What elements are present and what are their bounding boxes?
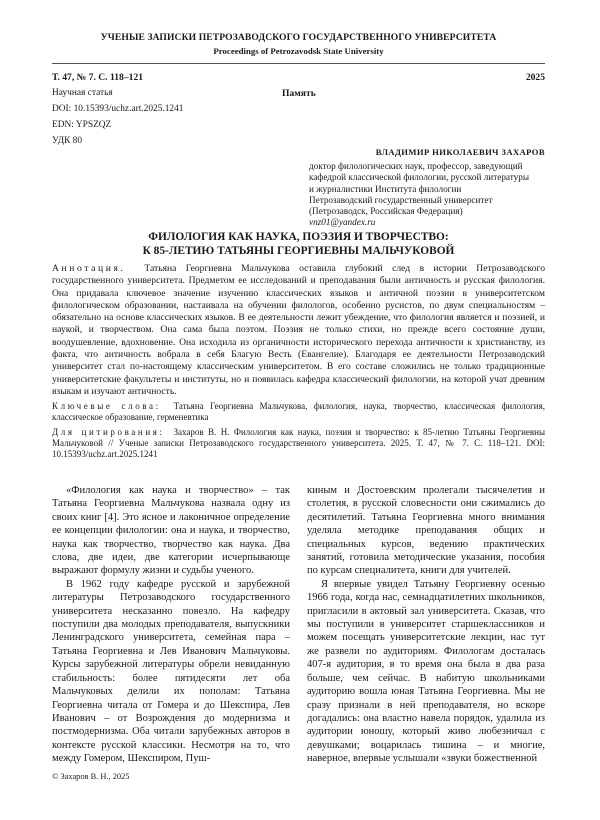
affiliation-line: кафедрой классической филологии, русской литературы <box>309 172 530 183</box>
affiliation-line: (Петрозаводск, Российская Федерация) <box>309 206 463 217</box>
header-divider <box>52 63 545 64</box>
keywords-label: Ключевые слова: <box>52 401 161 412</box>
affiliation-line: доктор филологических наук, профессор, заведующий <box>309 161 523 171</box>
affiliation-line: и журналистики Института филологии <box>309 183 462 194</box>
author-affiliation <box>309 161 549 229</box>
keywords <box>52 401 545 423</box>
article-type: Научная статья <box>52 88 113 98</box>
author-email[interactable]: vnz01@yandex.ru <box>309 217 376 228</box>
body-column-left <box>52 484 290 766</box>
article-title <box>52 231 545 258</box>
citation-text: Захаров В. Н. Филология как наука, поэзия и творчество: к 85-летию Татьяны Георгиевны Мальчуковой // Ученые записки Петрозаводского государственного университета. 2025. Т. 47, № 7. С. 118–121. DOI: 10.15393/uchz.art.2025.1241 <box>52 427 546 460</box>
copyright: © Захаров В. Н., 2025 <box>52 772 130 781</box>
abstract-block <box>52 263 545 460</box>
body-paragraph: В 1962 году кафедре русской и зарубежной литературы Петрозаводского государственного университета несказанно повезло. На кафедру поступили два молодых преподавателя, выпускники Ленинградского университета, семейная пара – Татьяна Георгиевна и Лев Иванович Мальчуковы. Курсы зарубежной литературы обрели невиданную стабильность: более пятидесяти лет оба Мальчуковых делили их пополам: Татьяна Георгиевна читала от Гомера и до Шекспира, Лев Иванович – от Возрождения до модернизма и постмодернизма. Оба читали зарубежных авторов в контексте русской классики. Несмотря на то, что между Гомером, Шекспиром, Пуш- <box>52 578 290 765</box>
doi[interactable]: DOI: 10.15393/uchz.art.2025.1241 <box>52 104 184 114</box>
udk: УДК 80 <box>52 136 83 146</box>
title-line: ФИЛОЛОГИЯ КАК НАУКА, ПОЭЗИЯ И ТВОРЧЕСТВО: <box>148 231 449 243</box>
body-paragraph: «Филология как наука и творчество» – так Татьяна Георгиевна Мальчукова назвала одну из своих книг [4]. Это ясное и лаконичное определение ее концепции филологии: она и наука, и творчество, наука как творчество, творчество как наука. Два слова, две идеи, две категории исчерпывающе выражают формулу жизни и судьбы ученого. <box>52 485 290 577</box>
edn: EDN: YPSZQZ <box>52 120 112 130</box>
journal-title: УЧЕНЫЕ ЗАПИСКИ ПЕТРОЗАВОДСКОГО ГОСУДАРСТВЕННОГО УНИВЕРСИТЕТА <box>100 32 497 43</box>
body-column-right <box>307 484 545 766</box>
abstract <box>52 263 545 398</box>
citation <box>52 427 545 460</box>
body-paragraph: киным и Достоевским пролегали тысячелетия и столетия, в русской словесности они сжимались до десятилетий. Татьяна Георгиевна много внимания уделяла методике преподавания общих и специальных курсов, ведению практических занятий, готовила методические указания, пособия по курсам специалитета, книги для учителей. <box>307 485 545 577</box>
keywords-text: Татьяна Георгиевна Мальчукова, филология, наука, творчество, классическая филология, классическое образование, герменевтика <box>52 401 545 423</box>
affiliation-line: Петрозаводский государственный университет <box>309 194 493 205</box>
citation-label: Для цитирования: <box>52 427 165 438</box>
title-line: К 85-ЛЕТИЮ ТАТЬЯНЫ ГЕОРГИЕВНЫ МАЛЬЧУКОВОЙ <box>142 244 455 257</box>
author-name: ВЛАДИМИР НИКОЛАЕВИЧ ЗАХАРОВ <box>375 147 545 157</box>
abstract-text: Татьяна Георгиевна Мальчукова оставила глубокий след в истории Петрозаводского государственного университета. Предметом ее исследований и преподавания были античность и русская филология. Она придавала ключевое значение изучению классических языков и античной поэзии в университетском филологическом образовании, настаивала на обучении филологов, особенно русистов, по двум специальностям – обязательно на основе классических языков. В ее деятельности лежит убеждение, что филология является и поэзией, и наукой, и творчеством. Она сама была поэтом. Поэзия не только стихи, но прежде всего состояние души, воодушевление, вдохновение. Она исходила из органичности исторического перехода античности к христианству, из факта, что античность вобрала в себя Благую Весть (Евангелие). Благодаря ее деятельности Петрозаводский университет стал по-настоящему классическим университетом. В его составе сложились не только традиционные университетские факультеты и институты, но и появилась кафедра классический филологии, на которой учат древним языкам и изучают античность. <box>52 263 545 397</box>
issue-year: 2025 <box>525 72 545 83</box>
abstract-label: Аннотация. <box>52 263 126 274</box>
section-heading: Память <box>282 88 316 99</box>
journal-subtitle: Proceedings of Petrozavodsk State University <box>213 46 384 56</box>
body-paragraph: Я впервые увидел Татьяну Георгиевну осенью 1966 года, когда нас, семнадцатилетних школьников, пригласили в актовый зал университета. Сказав, что мы поступили в университет старшеклассников и можем посещать университетские лекции, нас тут же развели по аудиториям. Филологам досталась 407-я аудитория, в то время она была в два раза больше, чем сейчас. В набитую школьниками аудиторию вошла юная Татьяна Георгиевна. Мы не сразу признали в ней преподавателя, но вскоре догадались: она властно навела порядок, удалила из аудитории юношу, который живо любезничал с девушками; воцарилась тишина – и многие, наверное, впервые услышали «звуки божественной <box>307 578 545 765</box>
issue-info: Т. 47, № 7. С. 118–121 <box>52 72 144 83</box>
